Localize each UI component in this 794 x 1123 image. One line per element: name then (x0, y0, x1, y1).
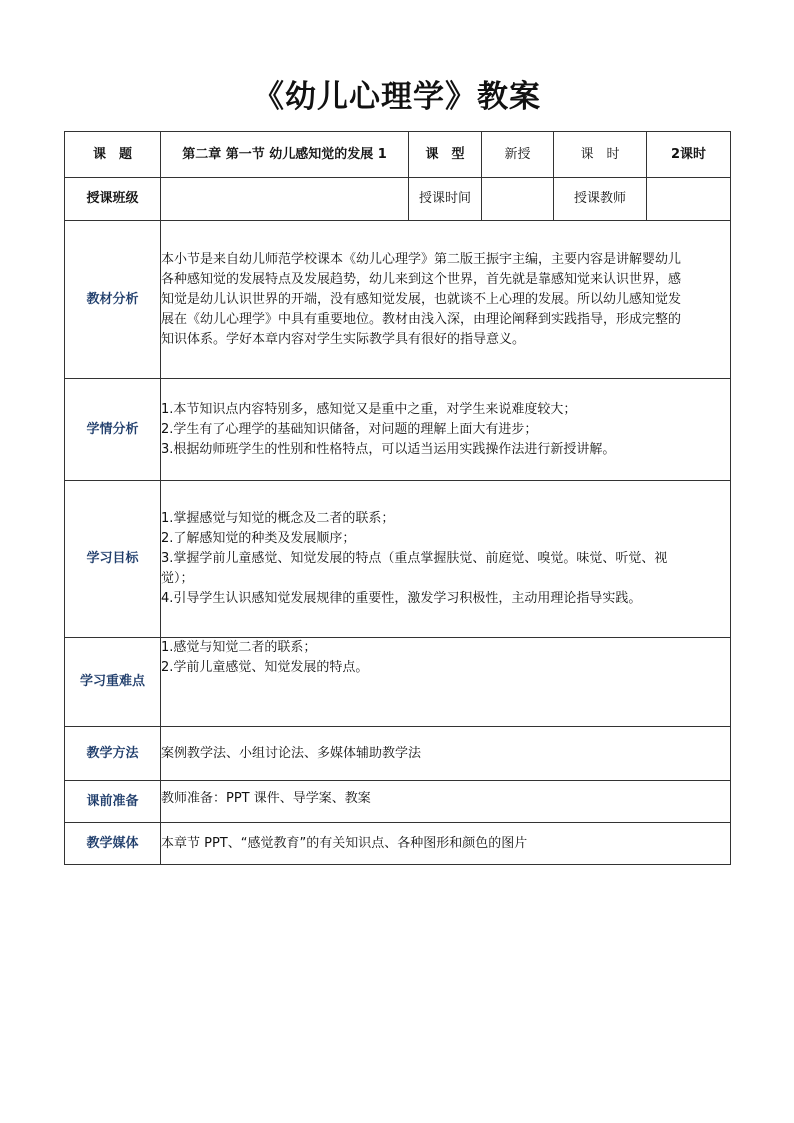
class-value (161, 178, 409, 221)
section-content (161, 823, 731, 865)
class-row (65, 178, 731, 221)
content-line: 1.本节知识点内容特别多，感知觉又是重中之重，对学生来说难度较大； (161, 401, 577, 417)
section-content (161, 781, 731, 823)
section-content (161, 221, 731, 379)
content-line: 2.学生有了心理学的基础知识储备，对问题的理解上面大有进步； (161, 421, 538, 437)
content-line: 3.掌握学前儿童感觉、知觉发展的特点（重点掌握肤觉、前庭觉、嗅觉。味觉、听觉、视 (161, 551, 668, 566)
section-label: 学习目标 (65, 481, 161, 638)
section-row-keypoints (65, 638, 731, 727)
section-content (161, 638, 731, 727)
hours-value: 2课时 (647, 132, 731, 178)
content-line: 知识体系。学好本章内容对学生实际教学具有很好的指导意义。 (161, 331, 526, 347)
section-row-media (65, 823, 731, 865)
content-line: 知觉是幼儿认识世界的开端，没有感知觉发展，也就谈不上心理的发展。所以幼儿感知觉发 (161, 291, 682, 307)
content-line: 1.感觉与知觉二者的联系； (161, 640, 317, 655)
section-row-learner (65, 379, 731, 481)
content-line: 觉）； (161, 571, 194, 586)
content-line: 各种感知觉的发展特点及发展趋势，幼儿来到这个世界，首先就是靠感知觉来认识世界，感 (161, 271, 682, 287)
content-line: 展在《幼儿心理学》中具有重要地位。教材由浅入深，由理论阐释到实践指导，形成完整的 (161, 311, 682, 327)
teacher-label: 授课教师 (554, 178, 647, 221)
page-title: 《幼儿心理学》教案 (253, 79, 541, 115)
content-line: 4.引导学生认识感知觉发展规律的重要性，激发学习积极性，主动用理论指导实践。 (161, 591, 642, 606)
time-label: 授课时间 (409, 178, 482, 221)
content-line: 2.了解感知觉的种类及发展顺序； (161, 531, 356, 546)
topic-label: 课 题 (65, 132, 161, 178)
type-value: 新授 (482, 132, 554, 178)
topic-value: 第二章 第一节 幼儿感知觉的发展 1 (161, 132, 409, 178)
lesson-plan-table (64, 131, 731, 865)
content-line: 案例教学法、小组讨论法、多媒体辅助教学法 (161, 745, 422, 761)
class-label: 授课班级 (65, 178, 161, 221)
section-row-textbook (65, 221, 731, 379)
content-line: 教师准备：PPT 课件、导学案、教案 (161, 791, 371, 806)
content-line: 2.学前儿童感觉、知觉发展的特点。 (161, 660, 369, 675)
section-content (161, 379, 731, 481)
content-line: 本章节 PPT、“感觉教育”的有关知识点、各种图形和颜色的图片 (161, 835, 528, 851)
content-line: 3.根据幼师班学生的性别和性格特点，可以适当运用实践操作法进行新授讲解。 (161, 441, 616, 457)
section-label: 课前准备 (65, 781, 161, 823)
header-row (65, 132, 731, 178)
section-label: 教材分析 (65, 221, 161, 379)
section-label: 教学媒体 (65, 823, 161, 865)
type-label: 课 型 (409, 132, 482, 178)
section-label: 教学方法 (65, 727, 161, 781)
section-label: 学情分析 (65, 379, 161, 481)
hours-label: 课 时 (554, 132, 647, 178)
section-label: 学习重难点 (65, 638, 161, 727)
teacher-value (647, 178, 731, 221)
section-row-preparation (65, 781, 731, 823)
section-content (161, 727, 731, 781)
time-value (482, 178, 554, 221)
section-content (161, 481, 731, 638)
section-row-methods (65, 727, 731, 781)
section-row-objectives (65, 481, 731, 638)
content-line: 1.掌握感觉与知觉的概念及二者的联系； (161, 511, 395, 526)
content-line: 本小节是来自幼儿师范学校课本《幼儿心理学》第二版王振宇主编，主要内容是讲解婴幼儿 (161, 251, 682, 267)
